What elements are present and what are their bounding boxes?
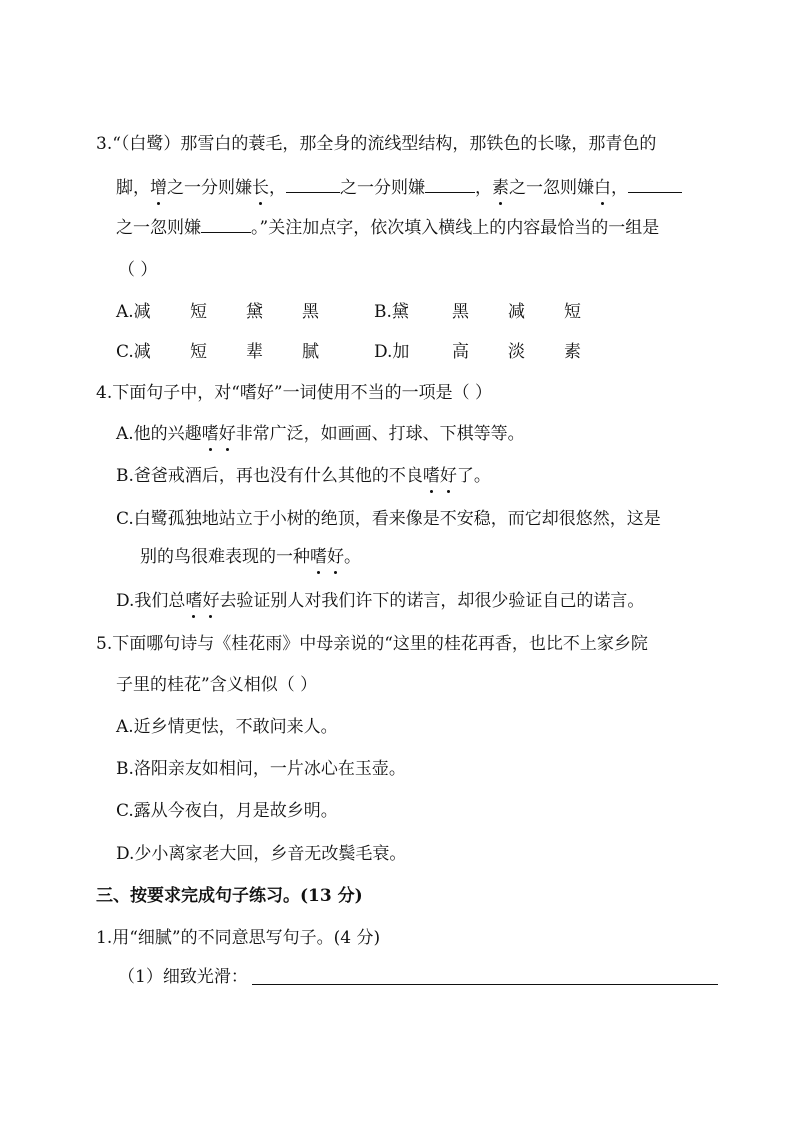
emphasis-char: 素 xyxy=(492,178,509,198)
q4-text: 别的鸟很难表现的一种 xyxy=(140,547,310,567)
emphasis-char: 白 xyxy=(594,178,611,198)
emphasis-char: 长 xyxy=(252,178,269,198)
q3-line-3 xyxy=(116,216,659,240)
q4-option-c-line-1[interactable]: C.白鹭孤独地站立于小树的绝顶，看来像是不安稳，而它却很悠然，这是 xyxy=(116,509,661,529)
emphasis-char: 好 xyxy=(327,547,344,567)
q3-text: 脚， xyxy=(116,178,150,198)
q5-option-d[interactable]: D.少小离家老大回，乡音无改鬓毛衰。 xyxy=(116,844,407,864)
q4-text: A.他的兴趣 xyxy=(116,424,202,444)
emphasis-char: 嗜 xyxy=(185,591,203,611)
q4-option-b[interactable] xyxy=(116,464,491,488)
q5-line-1: 5.下面哪句诗与《桂花雨》中母亲说的“这里的桂花再香，也比不上家乡院 xyxy=(96,634,648,654)
q3-text: 之一忽则嫌 xyxy=(116,218,201,238)
q5-option-c[interactable]: C.露从今夜白，月是故乡明。 xyxy=(116,801,338,821)
q3-option-d-word: 素 xyxy=(564,342,581,362)
q4-option-d[interactable] xyxy=(116,589,644,613)
q4-text: B.爸爸戒酒后，再也没有什么其他的不良 xyxy=(116,466,423,486)
q3-text: 之一分则嫌 xyxy=(340,178,425,198)
q3-option-d-word: 淡 xyxy=(508,342,525,362)
fill-blank[interactable] xyxy=(201,216,251,233)
fill-blank[interactable] xyxy=(286,176,340,193)
section-3-q1-1-label: （1）细致光滑： xyxy=(118,967,248,987)
q5-option-a[interactable]: A.近乡情更怯，不敢问来人。 xyxy=(116,717,338,737)
emphasis-char: 好 xyxy=(439,466,457,486)
emphasis-char: 增 xyxy=(150,178,167,198)
emphasis-char: 嗜 xyxy=(310,547,327,567)
q3-text: 。”关注加点字，依次填入横线上的内容最恰当的一组是 xyxy=(251,218,660,238)
q3-option-a-word: 黛 xyxy=(246,302,263,322)
section-3-title: 三、按要求完成句子练习。(13 分) xyxy=(96,886,363,906)
q3-line-1: 3.“（白鹭）那雪白的蓑毛，那全身的流线型结构，那铁色的长喙，那青色的 xyxy=(96,134,657,154)
q3-text: ， xyxy=(611,178,628,198)
emphasis-char: 嗜 xyxy=(422,466,440,486)
q5-line-2: 子里的桂花”含义相似（ ） xyxy=(116,675,318,695)
q3-option-c-word: 短 xyxy=(190,342,207,362)
q5-option-b[interactable]: B.洛阳亲友如相问，一片冰心在玉壶。 xyxy=(116,759,406,779)
q4-text: D.我们总 xyxy=(116,591,186,611)
q4-text: 了。 xyxy=(456,466,491,486)
q3-text: 之一忽则嫌 xyxy=(509,178,594,198)
q3-line-2 xyxy=(116,176,682,200)
q3-option-a[interactable]: A.减 xyxy=(116,302,151,322)
emphasis-char: 好 xyxy=(202,591,220,611)
q3-text: ， xyxy=(475,178,492,198)
answer-line[interactable] xyxy=(252,984,718,985)
q4-text: 去验证别人对我们许下的诺言，却很少验证自己的诺言。 xyxy=(219,591,645,611)
q3-option-b-word: 减 xyxy=(508,302,525,322)
q3-option-d[interactable]: D.加 xyxy=(374,342,410,362)
q4-text: 非常广泛，如画画、打球、下棋等等。 xyxy=(235,424,525,444)
q4-text: 。 xyxy=(344,547,361,567)
q3-option-c[interactable]: C.减 xyxy=(116,342,151,362)
q3-option-b[interactable]: B.黛 xyxy=(374,302,409,322)
emphasis-char: 好 xyxy=(218,424,236,444)
q3-answer-paren[interactable]: （ ） xyxy=(118,260,158,280)
fill-blank[interactable] xyxy=(425,176,475,193)
q3-option-b-word: 黑 xyxy=(452,302,469,322)
q3-text: 之一分则嫌 xyxy=(167,178,252,198)
q3-text: ， xyxy=(269,178,286,198)
q3-option-a-word: 短 xyxy=(190,302,207,322)
section-3-q1: 1.用“细腻”的不同意思写句子。(4 分) xyxy=(96,928,381,948)
q3-option-b-word: 短 xyxy=(564,302,581,322)
q3-option-a-word: 黑 xyxy=(302,302,319,322)
q4-stem: 4.下面句子中，对“嗜好”一词使用不当的一项是（ ） xyxy=(96,383,493,403)
emphasis-char: 嗜 xyxy=(201,424,219,444)
q4-option-a[interactable] xyxy=(116,422,525,446)
q3-option-c-word: 腻 xyxy=(302,342,319,362)
q3-option-d-word: 高 xyxy=(452,342,469,362)
fill-blank[interactable] xyxy=(628,176,682,193)
q4-option-c-line-2 xyxy=(140,545,361,569)
q3-option-c-word: 辈 xyxy=(246,342,263,362)
